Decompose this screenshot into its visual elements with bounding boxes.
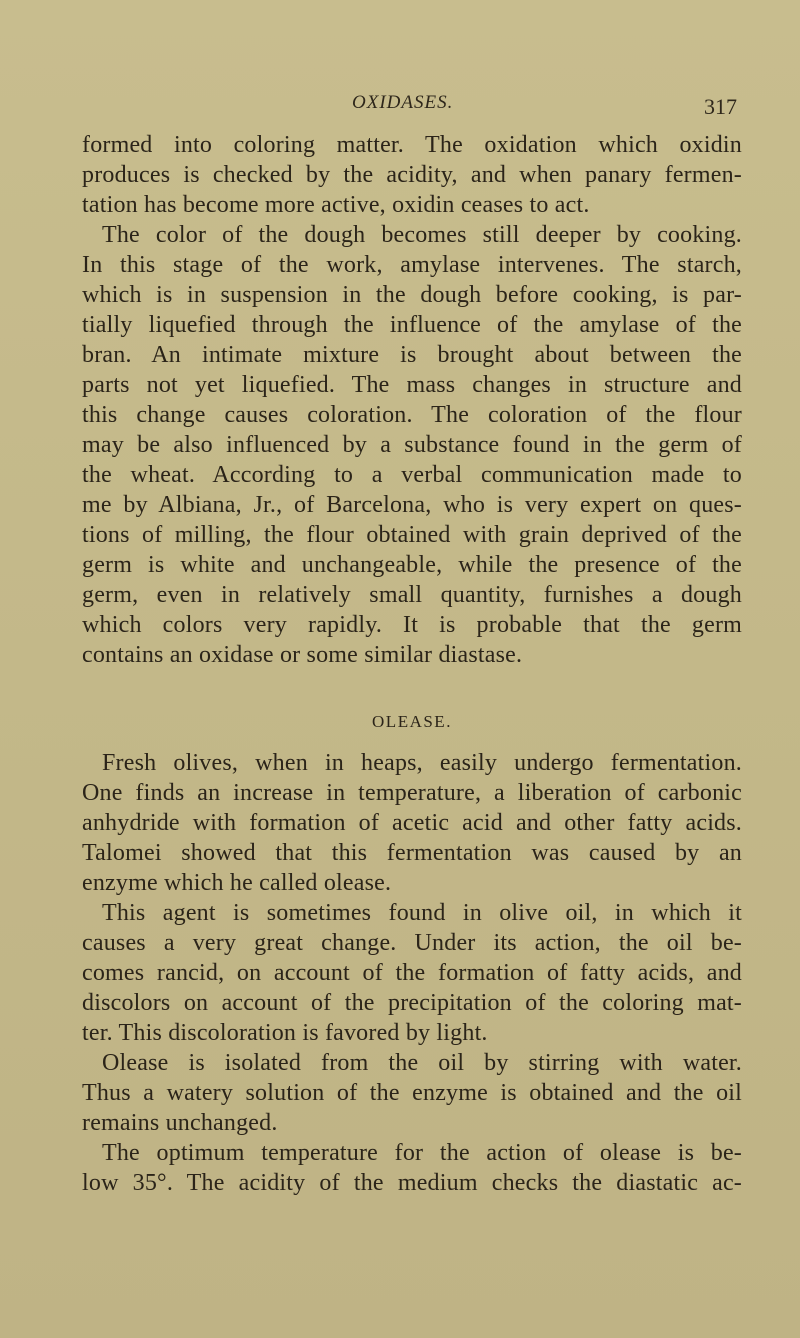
- text-line: The color of the dough becomes still deeper by cooking.: [102, 222, 742, 248]
- text-line: This agent is sometimes found in olive oil, in which it: [102, 900, 742, 926]
- text-line: remains unchanged.: [82, 1110, 278, 1136]
- text-line: anhydride with formation of acetic acid and other fatty acids.: [82, 810, 742, 836]
- page-number: 317: [704, 94, 737, 119]
- text-line: formed into coloring matter. The oxidation which oxidin: [82, 132, 742, 158]
- running-head: [0, 92, 800, 122]
- text-line: low 35°. The acidity of the medium checks the diastatic ac-: [82, 1170, 742, 1196]
- text-line: discolors on account of the precipitation of the coloring mat-: [82, 990, 742, 1016]
- text-line: which colors very rapidly. It is probable that the germ: [82, 612, 742, 638]
- body-text: [82, 130, 742, 1198]
- text-line: Fresh olives, when in heaps, easily undergo fermentation.: [102, 750, 742, 776]
- text-line: which is in suspension in the dough before cooking, is par-: [82, 282, 742, 308]
- running-title: OXIDASES.: [352, 92, 454, 113]
- text-line: this change causes coloration. The coloration of the flour: [82, 402, 742, 428]
- section-heading: OLEASE.: [372, 712, 452, 731]
- text-line: Olease is isolated from the oil by stirring with water.: [102, 1050, 742, 1076]
- text-line: germ is white and unchangeable, while the presence of the: [82, 552, 742, 578]
- text-line: the wheat. According to a verbal communication made to: [82, 462, 742, 488]
- text-line: parts not yet liquefied. The mass changes in structure and: [82, 372, 742, 398]
- text-line: me by Albiana, Jr., of Barcelona, who is very expert on ques-: [82, 492, 742, 518]
- text-line: enzyme which he called olease.: [82, 870, 392, 896]
- text-line: produces is checked by the acidity, and when panary fermen-: [82, 162, 742, 188]
- text-line: The optimum temperature for the action of olease is be-: [102, 1140, 742, 1166]
- text-line: ter. This discoloration is favored by light.: [82, 1020, 488, 1046]
- text-line: germ, even in relatively small quantity, furnishes a dough: [82, 582, 742, 608]
- text-line: may be also influenced by a substance found in the germ of: [82, 432, 742, 458]
- text-line: bran. An intimate mixture is brought about between the: [82, 342, 742, 368]
- text-line: In this stage of the work, amylase intervenes. The starch,: [82, 252, 742, 278]
- text-line: One finds an increase in temperature, a liberation of carbonic: [82, 780, 742, 806]
- text-line: Talomei showed that this fermentation was caused by an: [82, 840, 742, 866]
- text-line: Thus a watery solution of the enzyme is obtained and the oil: [82, 1080, 742, 1106]
- text-line: tions of milling, the flour obtained with grain deprived of the: [82, 522, 742, 548]
- text-line: causes a very great change. Under its action, the oil be-: [82, 930, 742, 956]
- text-line: tially liquefied through the influence of the amylase of the: [82, 312, 742, 338]
- text-line: tation has become more active, oxidin ceases to act.: [82, 192, 590, 218]
- text-line: comes rancid, on account of the formation of fatty acids, and: [82, 960, 742, 986]
- text-line: contains an oxidase or some similar diastase.: [82, 642, 523, 668]
